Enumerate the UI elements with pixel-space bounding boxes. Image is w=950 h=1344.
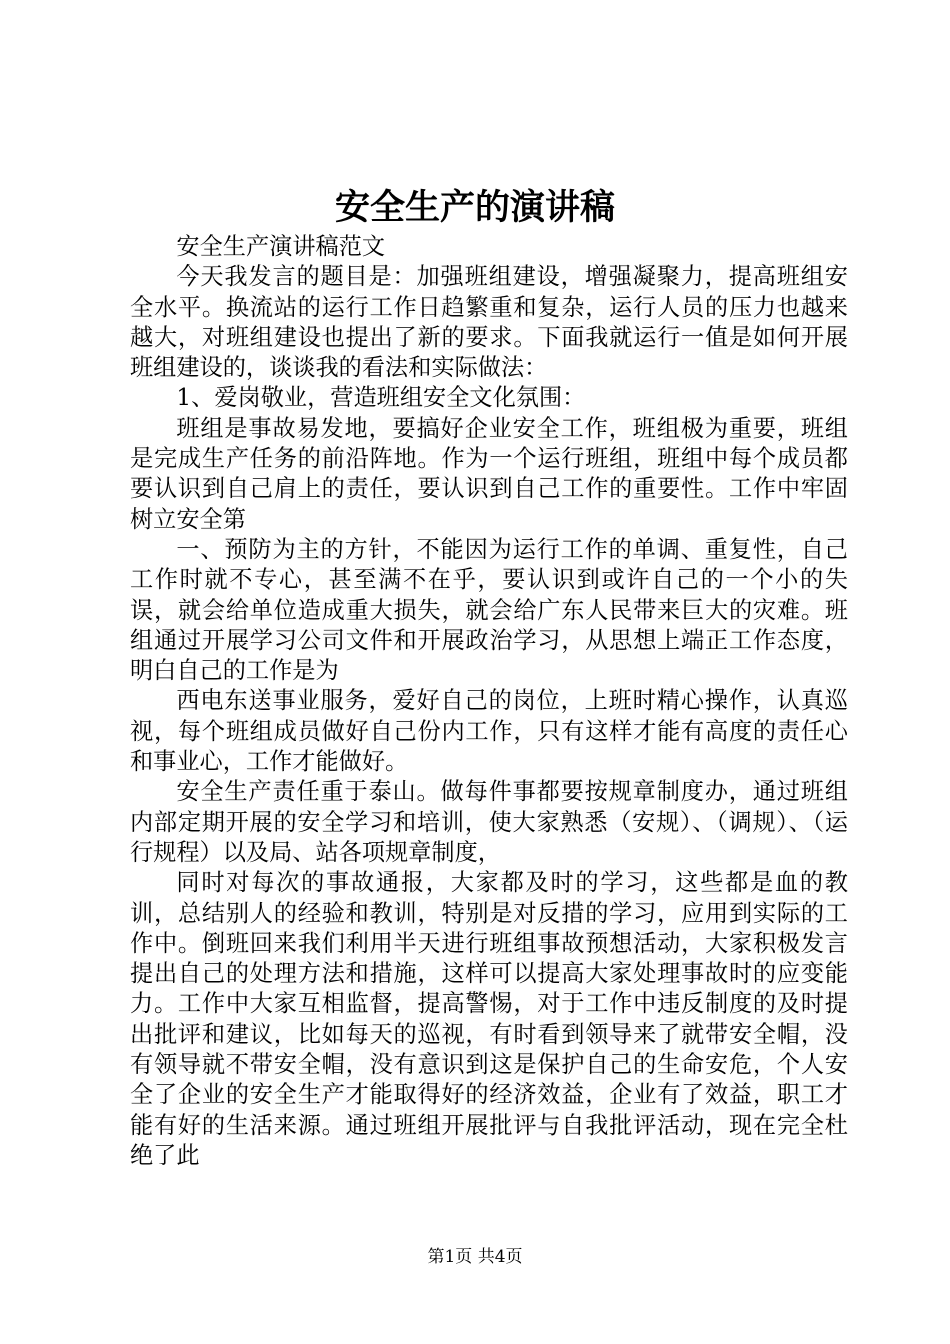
page-number-footer: 第1页 共4页 <box>427 1247 523 1267</box>
body-paragraph: 班组是事故易发地，要搞好企业安全工作，班组极为重要，班组是完成生产任务的前沿阵地。作为一个运行班组，班组中每个成员都要认识到自己肩上的责任，要认识到自己工作的重要性。工作中牢固树立安全第 <box>130 414 848 533</box>
body-paragraph: 安全生产演讲稿范文 <box>176 233 386 260</box>
body-paragraph: 一、预防为主的方针，不能因为运行工作的单调、重复性，自己工作时就不专心，甚至满不在乎，要认识到或许自己的一个小的失误，就会给单位造成重大损失，就会给广东人民带来巨大的灾难。班组通过开展学习公司文件和开展政治学习，从思想上端正工作态度，明白自己的工作是为 <box>130 535 848 685</box>
document-body <box>130 232 848 1171</box>
body-paragraph: 西电东送事业服务，爱好自己的岗位，上班时精心操作，认真巡视，每个班组成员做好自己份内工作，只有这样才能有高度的责任心和事业心，工作才能做好。 <box>130 687 848 776</box>
body-paragraph: 今天我发言的题目是：加强班组建设，增强凝聚力，提高班组安全水平。换流站的运行工作日趋繁重和复杂，运行人员的压力也越来越大，对班组建设也提出了新的要求。下面我就运行一值是如何开展班组建设的，谈谈我的看法和实际做法： <box>130 263 848 382</box>
body-paragraph: 1、爱岗敬业，营造班组安全文化氛围： <box>176 384 586 412</box>
document-title: 安全生产的演讲稿 <box>334 187 615 228</box>
body-paragraph: 同时对每次的事故通报，大家都及时的学习，这些都是血的教训，总结别人的经验和教训，特别是对反措的学习，应用到实际的工作中。倒班回来我们利用半天进行班组事故预想活动，大家积极发言提出自己的处理方法和措施，这样可以提高大家处理事故时的应变能力。工作中大家互相监督，提高警惕，对于工作中违反制度的及时提出批评和建议，比如每天的巡视，有时看到领导来了就带安全帽，没有领导就不带安全帽，没有意识到这是保护自己的生命安危，个人安全了企业的安全生产才能取得好的经济效益，企业有了效益，职工才能有好的生活来源。通过班组开展批评与自我批评活动，现在完全杜绝了此 <box>130 869 848 1169</box>
body-paragraph: 安全生产责任重于泰山。做每件事都要按规章制度办，通过班组内部定期开展的安全学习和培训，使大家熟悉（安规）、（调规）、（运行规程）以及局、站各项规章制度， <box>130 778 848 866</box>
